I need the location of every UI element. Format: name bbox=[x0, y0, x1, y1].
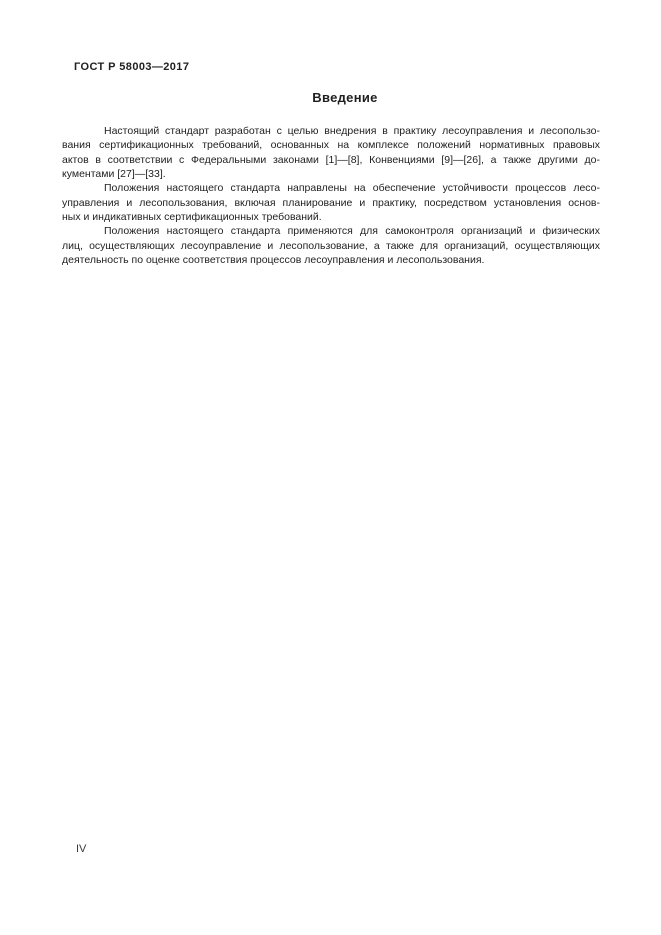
paragraph-line: актов в соответствии с Федеральными законами [1]—[8], Конвенциями [9]—[26], а также другими до- bbox=[62, 153, 600, 166]
intro-paragraphs bbox=[62, 124, 600, 267]
paragraph-line: вания сертификационных требований, основанных на комплексе положений нормативных правовых bbox=[62, 139, 600, 152]
paragraph-line: управления и лесопользования, включая планирование и практику, посредством установления основ- bbox=[62, 196, 600, 209]
paragraph-line: ных и индикативных сертификационных требований. bbox=[62, 210, 322, 223]
paragraph-line: лиц, осуществляющих лесоуправление и лесопользование, а также для организаций, осуществляющих bbox=[62, 239, 600, 252]
paragraph-line: Положения настоящего стандарта применяются для самоконтроля организаций и физических bbox=[104, 225, 600, 238]
page-number: IV bbox=[76, 843, 87, 855]
section-title: Введение bbox=[312, 90, 378, 105]
paragraph-line: Положения настоящего стандарта направлены на обеспечение устойчивости процессов лесо- bbox=[104, 182, 600, 195]
paragraph-line: Настоящий стандарт разработан с целью внедрения в практику лесоуправления и лесопользо- bbox=[104, 125, 600, 137]
paragraph-line: кументами [27]—[33]. bbox=[62, 167, 166, 180]
doc-number: ГОСТ Р 58003—2017 bbox=[74, 61, 190, 73]
paragraph-line: деятельность по оценке соответствия процессов лесоуправления и лесопользования. bbox=[62, 253, 485, 266]
